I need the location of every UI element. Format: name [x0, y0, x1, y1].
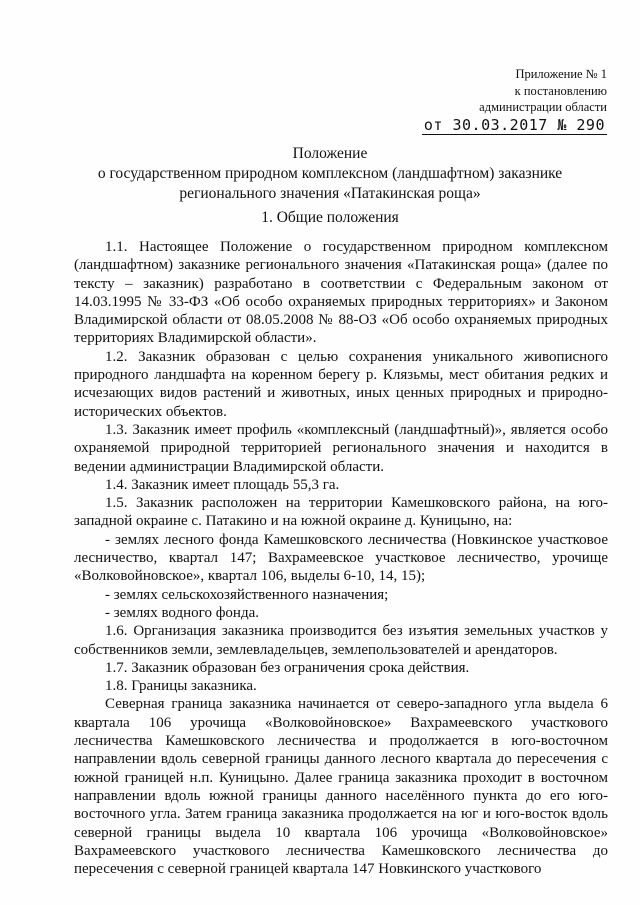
paragraph: 1.8. Границы заказника. [105, 678, 257, 695]
appendix-header [422, 66, 607, 135]
document-body [74, 238, 608, 878]
appendix-ref: к постановлению [514, 83, 607, 98]
list-item: - землях водного фонда. [105, 604, 259, 621]
paragraph: 1.2. Заказник образован с целью сохранения уникального живописного природного ландшафта на коренном берегу р. Клязьмы, мест обитания редких и исчезающих видов растений и животных, иных ценных природных и природно-исторических объектов. [74, 348, 608, 420]
list-item: - землях сельскохозяйственного назначения; [105, 586, 389, 603]
paragraph: 1.7. Заказник образован без ограничения срока действия. [105, 659, 470, 676]
title-line-3: регионального значения «Патакинская роща» [179, 185, 481, 202]
appendix-number: Приложение № 1 [515, 67, 607, 81]
date-number-stamp: от 30.03.2017 № 290 [423, 115, 605, 134]
title-line-2: о государственном природном комплексном (ландшафтном) заказнике [97, 165, 563, 182]
section-heading: 1. Общие положения [261, 209, 399, 226]
paragraph: 1.1. Настоящее Положение о государственном природном комплексном (ландшафтном) заказнике регионального значения «Патакинская роща» (далее по тексту – заказник) разработано в соответствии с Федеральным законом от 14.03.1995 № 33-ФЗ «Об особо охраняемых природных территориях» и Законом Владимирской области от 08.05.2008 № 88-ОЗ «Об особо охраняемых природных территориях Владимирской области». [74, 239, 608, 347]
paragraph: 1.3. Заказник имеет профиль «комплексный (ландшафтный)», является особо охраняемой природной территорией регионального значения и находится в ведении администрации Владимирской области. [74, 421, 608, 475]
list-item: - землях лесного фонда Камешковского лесничества (Новкинское участковое лесничество, квартал 147; Вахрамеевское участковое лесничество, урочище «Волковойновское», квартал 106, выделы 6-10, 14, 15); [74, 531, 608, 585]
appendix-issuer: администрации области [479, 100, 607, 114]
paragraph: 1.5. Заказник расположен на территории Камешковского района, на юго-западной окраине с. Патакино и на южной окраине д. Куницыно, на: [74, 495, 608, 530]
title-line-1: Положение [292, 145, 368, 162]
paragraph: 1.4. Заказник имеет площадь 55,3 га. [105, 476, 340, 493]
paragraph: Северная граница заказника начинается от северо-западного угла выдела 6 квартала 106 урочища «Волковойновское» Вахрамеевского участкового лесничества Камешковского лесничества и продолжается в юго-восточном направлении вдоль северной границы данного лесного квартала до пересечения с южной границей н.п. Куницыно. Далее граница заказника проходит в восточном направлении вдоль южной границы данного населённого пункта до его юго-восточного угла. Затем граница заказника продолжается на юг и юго-восток вдоль северной границы выдела 10 квартала 106 урочища «Волковойновское» Вахрамеевского участкового лесничества Камешковского лесничества до пересечения с северной границей квартала 147 Новкинского участкового [74, 696, 608, 878]
paragraph: 1.6. Организация заказника производится без изъятия земельных участков у собственников земли, землевладельцев, землепользователей и арендаторов. [74, 623, 608, 658]
document-title [60, 144, 600, 204]
